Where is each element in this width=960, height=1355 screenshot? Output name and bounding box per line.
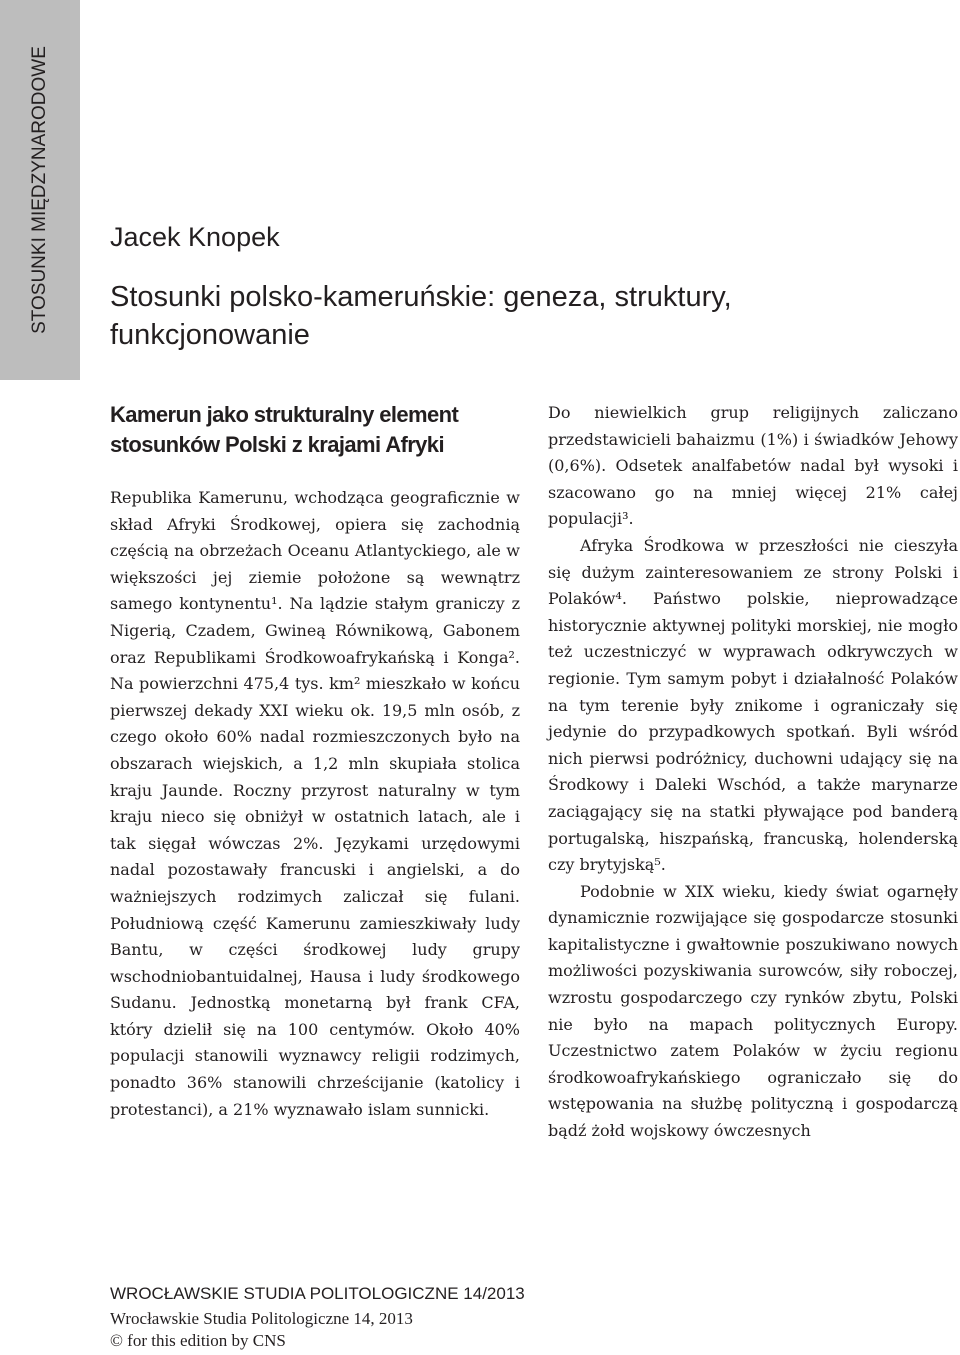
paragraph: Podobnie w XIX wieku, kiedy świat ogarnęły dynamicznie rozwijające się gospodarcze stosunki kapitalistyczne i gwałtownie poszukiwano nowych możliwości pozyskiwania surowców, siły roboczej, wzrostu gospodarczego czy rynków zbytu, Polski nie było na mapach politycznych Europy. Uczestnictwo zatem Polaków w życiu regionu środkowoafrykańskiego ograniczało się do wstępowania na służbę polityczną i gospodarczą bądź żołd wojskowy ówczesnych bbox=[548, 881, 958, 1141]
column-right bbox=[548, 400, 958, 1145]
sidebar-label: STOSUNKI MIĘDZYNARODOWE bbox=[29, 46, 50, 334]
article-title: Stosunki polsko-kameruńskie: geneza, struktury, funkcjonowanie bbox=[110, 281, 732, 351]
column-left bbox=[110, 485, 520, 1123]
paragraph: Republika Kamerunu, wchodząca geograficznie w skład Afryki Środkowej, opiera się zachodnią częścią na obrzeżach Oceanu Atlantyckiego, ale w większości jej ziemie położone są wewnątrz samego kontynentu¹. Na lądzie stałym graniczy z Nigerią, Czadem, Gwineą Równikową, Gabonem oraz Republikami Środkowoafrykańską i Konga². Na powierzchni 475,4 tys. km² mieszkało w końcu pierwszej dekady XXI wieku ok. 19,5 mln osób, z czego około 60% nadal rozmieszczonych było na obszarach wiejskich, a 1,2 mln skupiała stolica kraju Jaunde. Roczny przyrost naturalny w tym kraju nieco się obniżył w ostatnich latach, ale i tak sięgał wówczas 2%. Językami urzędowymi nadal pozostawały francuski i angielski, a do ważniejszych rodzimych zaliczał się fulani. Południową część Kamerunu zamieszkiwały ludy Bantu, w części środkowej ludy grupy wschodniobantuidalnej, Hausa i ludy środkowego Sudanu. Jednostką monetarną był frank CFA, który dzielił się na 100 centymów. Około 40% populacji stanowili wyznawcy religii rodzimych, ponadto 36% stanowili chrześcijanie (katolicy i protestanci), a 21% wyznawało islam sunnicki. bbox=[110, 488, 520, 1119]
footer-copyright: © for this edition by CNS bbox=[110, 1331, 286, 1350]
author-name: Jacek Knopek bbox=[110, 222, 280, 252]
sidebar-band bbox=[0, 0, 80, 380]
paragraph: Do niewielkich grup religijnych zaliczano przedstawicieli bahaizmu (1%) i świadków Jehowy (0,6%). Odsetek analfabetów nadal był wysoki i szacowano go na mniej więcej 21% całej populacji³. bbox=[548, 403, 958, 529]
footer-journal: WROCŁAWSKIE STUDIA POLITOLOGICZNE 14/2013 bbox=[110, 1284, 525, 1303]
section-heading: Kamerun jako strukturalny element stosunków Polski z krajami Afryki bbox=[110, 402, 459, 457]
paragraph: Afryka Środkowa w przeszłości nie cieszyła się dużym zainteresowaniem ze strony Polski i Polaków⁴. Państwo polskie, nieprowadzące historycznie aktywnej polityki morskiej, nie mogło też uczestniczyć w wyprawach odkrywczych w regionie. Tym samym pobyt i działalność Polaków na tym terenie były znikome i ograniczały się jedynie do przypadkowych spotkań. Byli wśród nich pierwsi podróżnicy, duchowni udający się na Środkowy i Daleki Wschód, a także marynarze zaciągający się na statki pływające pod banderą portugalską, hiszpańską, francuską, holenderską czy brytyjską⁵. bbox=[548, 535, 958, 875]
footer-citation: Wrocławskie Studia Politologiczne 14, 2013 bbox=[110, 1309, 413, 1328]
